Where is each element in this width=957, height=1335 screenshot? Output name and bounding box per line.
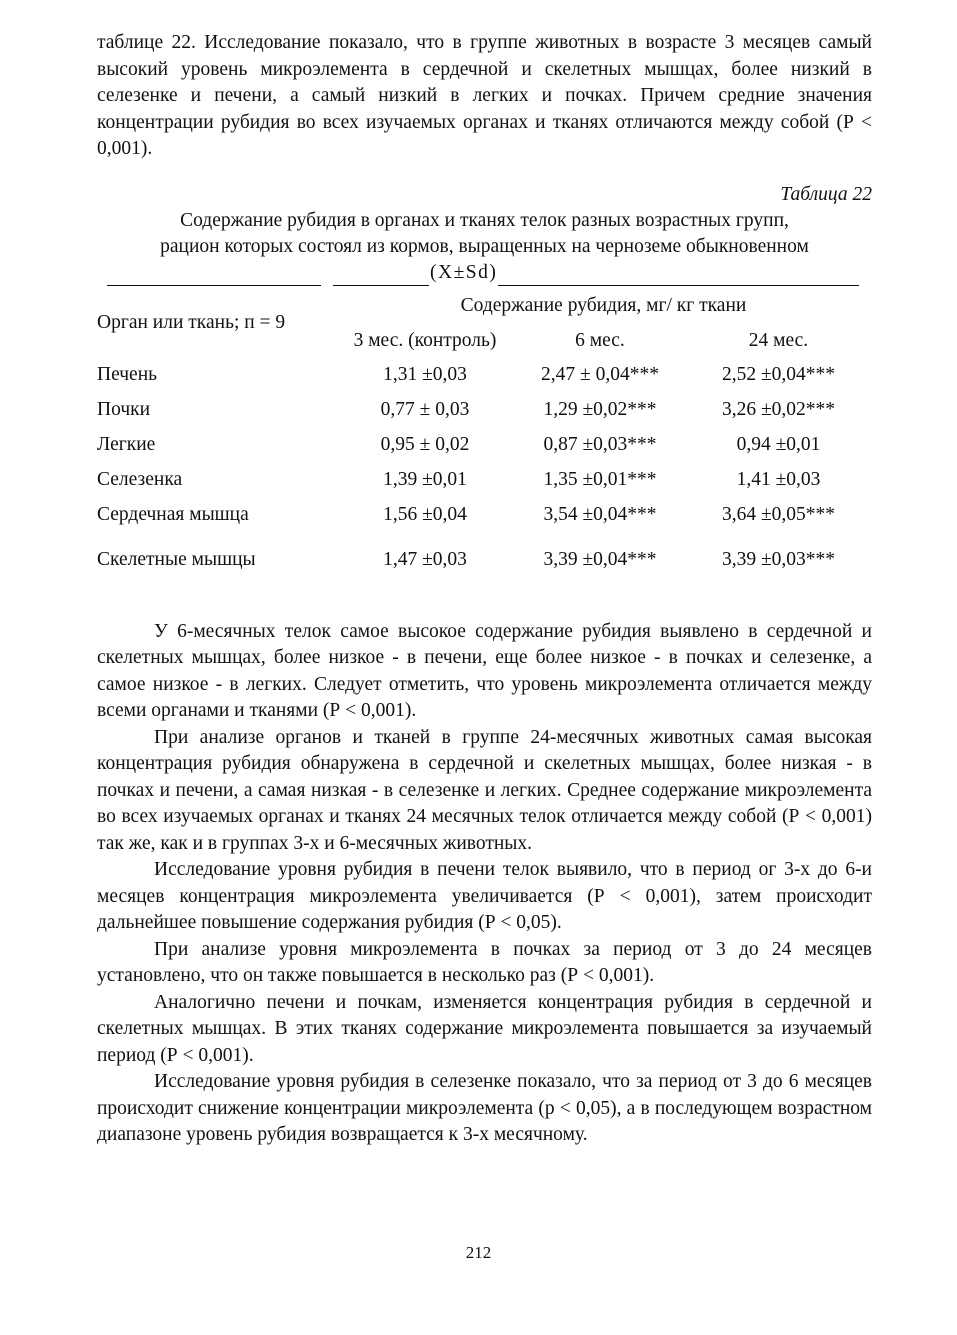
body-paragraph: Исследование уровня рубидия в селезенке показало, что за период от 3 до 6 месяцев происходит снижение концентрации микроэлемента (р < 0,05), а в последующем возрастном диапазоне уровень рубидия возвращается к 3-х месячному. [97,1071,872,1145]
body-paragraph: При анализе уровня микроэлемента в почках за период от 3 до 24 месяцев установлено, что он также повышается в несколько раз (Р < 0,001). [97,938,872,986]
cell-6mo: 3,39 ±0,04*** [543,548,657,570]
rule-segment [333,268,429,286]
cell-6mo: 3,54 ±0,04*** [543,504,657,525]
cell-24mo: 0,94 ±0,01 [736,434,821,455]
header-col-24mo: 24 мес. [748,329,809,351]
rule-segment [498,268,859,286]
table-title-line-1: Содержание рубидия в органах и тканях телок разных возрастных групп, [180,209,789,231]
table-row [97,393,872,428]
cell-24mo: 3,39 ±0,03*** [721,548,836,570]
table-row [97,533,872,587]
cell-3mo: 0,77 ± 0,03 [380,399,470,420]
row-organ: Скелетные мышцы [97,548,256,570]
header-col-6mo: 6 мес. [575,329,625,351]
cell-24mo: 3,26 ±0,02*** [721,399,836,420]
header-group: Содержание рубидия, мг/ кг ткани [460,294,747,316]
table-title-line-2: рацион которых состоял из кормов, выращенных на черноземе обыкновенном [160,235,809,257]
cell-3mo: 1,31 ±0,03 [383,364,467,385]
body-paragraph: При анализе органов и тканей в группе 24-месячных животных самая высокая концентрация рубидия обнаружена в сердечной и скелетных мышцах, более низкая - в почках и печени, а самая низкая - в селезенке и легких. Среднее содержание микроэлемента во всех изучаемых органах и тканях 24 месячных телок отличается между собой (Р < 0,001) так же, как и в группах 3-х и 6-месячных животных. [97,726,872,854]
cell-6mo: 2,47 ± 0,04*** [541,364,659,385]
body-paragraph: Аналогично печени и почкам, изменяется концентрация рубидия в сердечной и скелетных мышцах. В этих тканях содержание микроэлемента повышается за изучаемый период (Р < 0,001). [97,991,872,1066]
row-organ: Почки [97,399,151,420]
cell-24mo: 2,52 ±0,04*** [721,364,836,385]
body-paragraph: У 6-месячных телок самое высокое содержание рубидия выявлено в сердечной и скелетных мышцах, более низкое - в печени, еще более низкое - в почках и селезенке, а самое низкое - в легких. Следует отметить, что уровень микроэлемента отличается между всеми органами и тканями (Р < 0,001). [97,620,872,721]
cell-3mo: 0,95 ± 0,02 [380,434,470,455]
table-title-rule [107,260,859,286]
table-row [97,428,872,463]
table-row [97,358,872,393]
cell-6mo: 0,87 ±0,03*** [543,434,657,455]
table-number: Таблица 22 [780,183,872,205]
row-organ: Легкие [97,434,156,455]
rubidium-table [97,288,872,587]
body-paragraph: Исследование уровня рубидия в печени телок выявило, что в период ог 3-х до 6-и месяцев концентрация микроэлемента увеличивается (Р < 0,001), затем происходит дальнейшее повышение содержания рубидия (Р < 0,05). [97,859,872,933]
table-header-row [97,288,872,324]
intro-paragraph: таблице 22. Исследование показало, что в группе животных в возрасте 3 месяцев самый высокий уровень микроэлемента в сердечной и скелетных мышцах, более низкий в селезенке и печени, а самый низкий в легких и почках. Причем средние значения концентрации рубидия во всех изучаемых органах и тканях отличаются между собой (Р < 0,001). [97,32,872,159]
stat-notation: (X±Sd) [430,261,498,283]
cell-6mo: 1,35 ±0,01*** [543,469,657,490]
row-organ: Сердечная мышца [97,504,249,525]
table-row [97,463,872,498]
cell-24mo: 3,64 ±0,05*** [721,504,836,525]
table-row [97,498,872,533]
page-number: 212 [465,1243,492,1262]
cell-3mo: 1,56 ±0,04 [383,504,467,525]
row-organ: Печень [97,364,158,385]
cell-6mo: 1,29 ±0,02*** [543,399,657,420]
row-organ: Селезенка [97,469,183,490]
document-page [97,30,872,1149]
header-col-3mo: 3 мес. (контроль) [353,329,497,351]
cell-3mo: 1,47 ±0,03 [383,548,467,570]
cell-3mo: 1,39 ±0,01 [383,469,467,490]
header-organ: Орган или ткань; п = 9 [97,311,286,333]
cell-24mo: 1,41 ±0,03 [736,469,821,490]
rule-segment [107,268,321,286]
